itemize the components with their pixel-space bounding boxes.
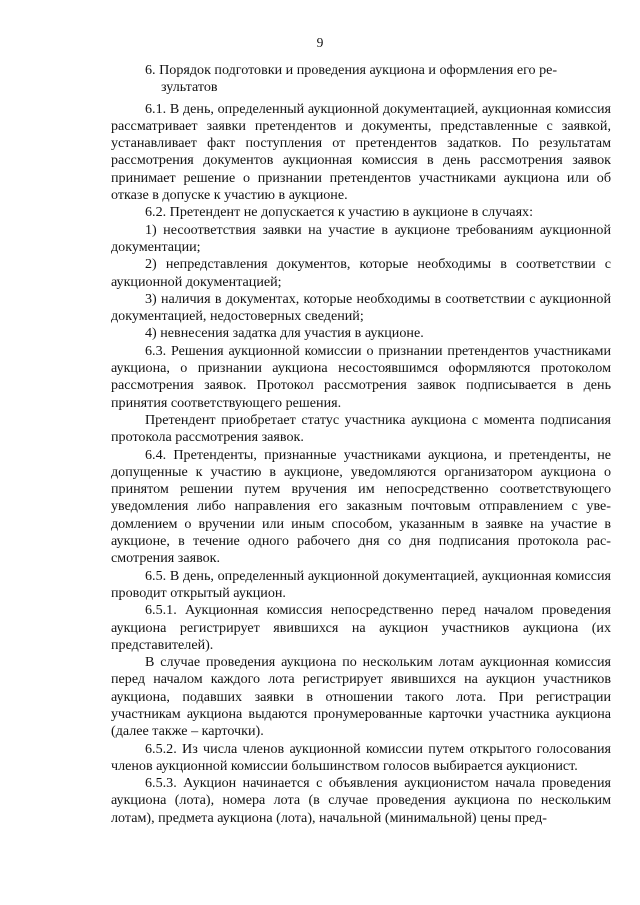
paragraph-6-2-item-1: 1) несоответствия заявки на участие в аукционе требованиям аукционной документации; — [111, 221, 611, 255]
paragraph-6-5-1-lots: В случае проведения аукциона по нескольким лотам аукционная комиссия перед началом каждого лота регистрирует явившихся на аукцион участников аукциона, подавших заявки в отношении такого лота. При регистрации участникам аукциона выдаются пронумерованные карточки участника аукциона (далее также – карточки). — [111, 654, 611, 740]
section-heading — [111, 62, 611, 97]
paragraph-6-5-1: 6.5.1. Аукционная комиссия непосредственно перед началом проведения аукциона регистрирует явившихся на аукцион участников аукциона (их представителей). — [111, 602, 611, 653]
paragraph-6-3: 6.3. Решения аукционной комиссии о признании претендентов участниками аукциона, о признании аукциона несостоявшимся оформляются протоколом рассмотрения заявок. Протокол рассмотрения заявок подписывается в день принятия соответствующего решения. — [111, 342, 611, 411]
page-content — [111, 62, 611, 827]
page-number: 9 — [316, 35, 324, 50]
paragraph-6-2: 6.2. Претендент не допускается к участию в аукционе в случаях: — [145, 204, 534, 221]
paragraph-6-2-item-3: 3) наличия в документах, которые необходимы в соответствии с аукционной документацией, недостоверных сведений; — [111, 290, 611, 325]
paragraph-6-2-item-2: 2) непредставления документов, которые необходимы в соответствии с аукционной документацией; — [111, 256, 611, 290]
paragraph-6-5-2: 6.5.2. Из числа членов аукционной комиссии путем открытого голосования членов аукционной комиссии большинством голосов выбирается аукционист. — [111, 740, 611, 774]
paragraph-6-2-item-4: 4) невнесения задатка для участия в аукционе. — [145, 325, 424, 342]
paragraph-6-4: 6.4. Претенденты, признанные участниками аукциона, и претенденты, не допущенные к участию в аукционе, уведомляются организатором аукциона о принятом решении путем вручения им непосредственно соответствующего уведомления либо направления его заказным почтовым отправлением с уведомлением о вручении или иным способом, указанным в заявке на участие в аукционе, в течение одного рабочего дня со дня подписания протокола рассмотрения заявок. — [111, 446, 611, 567]
section-heading-line-1: 6. Порядок подготовки и проведения аукциона и оформления его ре- — [145, 62, 558, 78]
paragraph-6-5-3: 6.5.3. Аукцион начинается с объявления аукционистом начала проведения аукциона (лота), номера лота (в случае проведения аукциона по нескольким лотам), предмета аукциона (лота), начальной (минимальной) цены пред- — [111, 775, 611, 826]
paragraph-6-1: 6.1. В день, определенный аукционной документацией, аукционная комиссия рассматривает заявки претендентов и документы, представленные с заявкой, устанавливает факт поступления от претендентов задатков. По результатам рассмотрения документов аукционная комиссия в день рассмотрения заявок принимает решение о признании претендентов участниками аукциона или об отказе в допуске к участию в аукционе. — [111, 100, 611, 204]
paragraph-6-5: 6.5. В день, определенный аукционной документацией, аукционная комиссия проводит открытый аукцион. — [111, 567, 611, 601]
paragraph-6-3-status: Претендент приобретает статус участника аукциона с момента подписания протокола рассмотрения заявок. — [111, 411, 611, 446]
section-heading-line-2: зультатов — [161, 79, 218, 96]
